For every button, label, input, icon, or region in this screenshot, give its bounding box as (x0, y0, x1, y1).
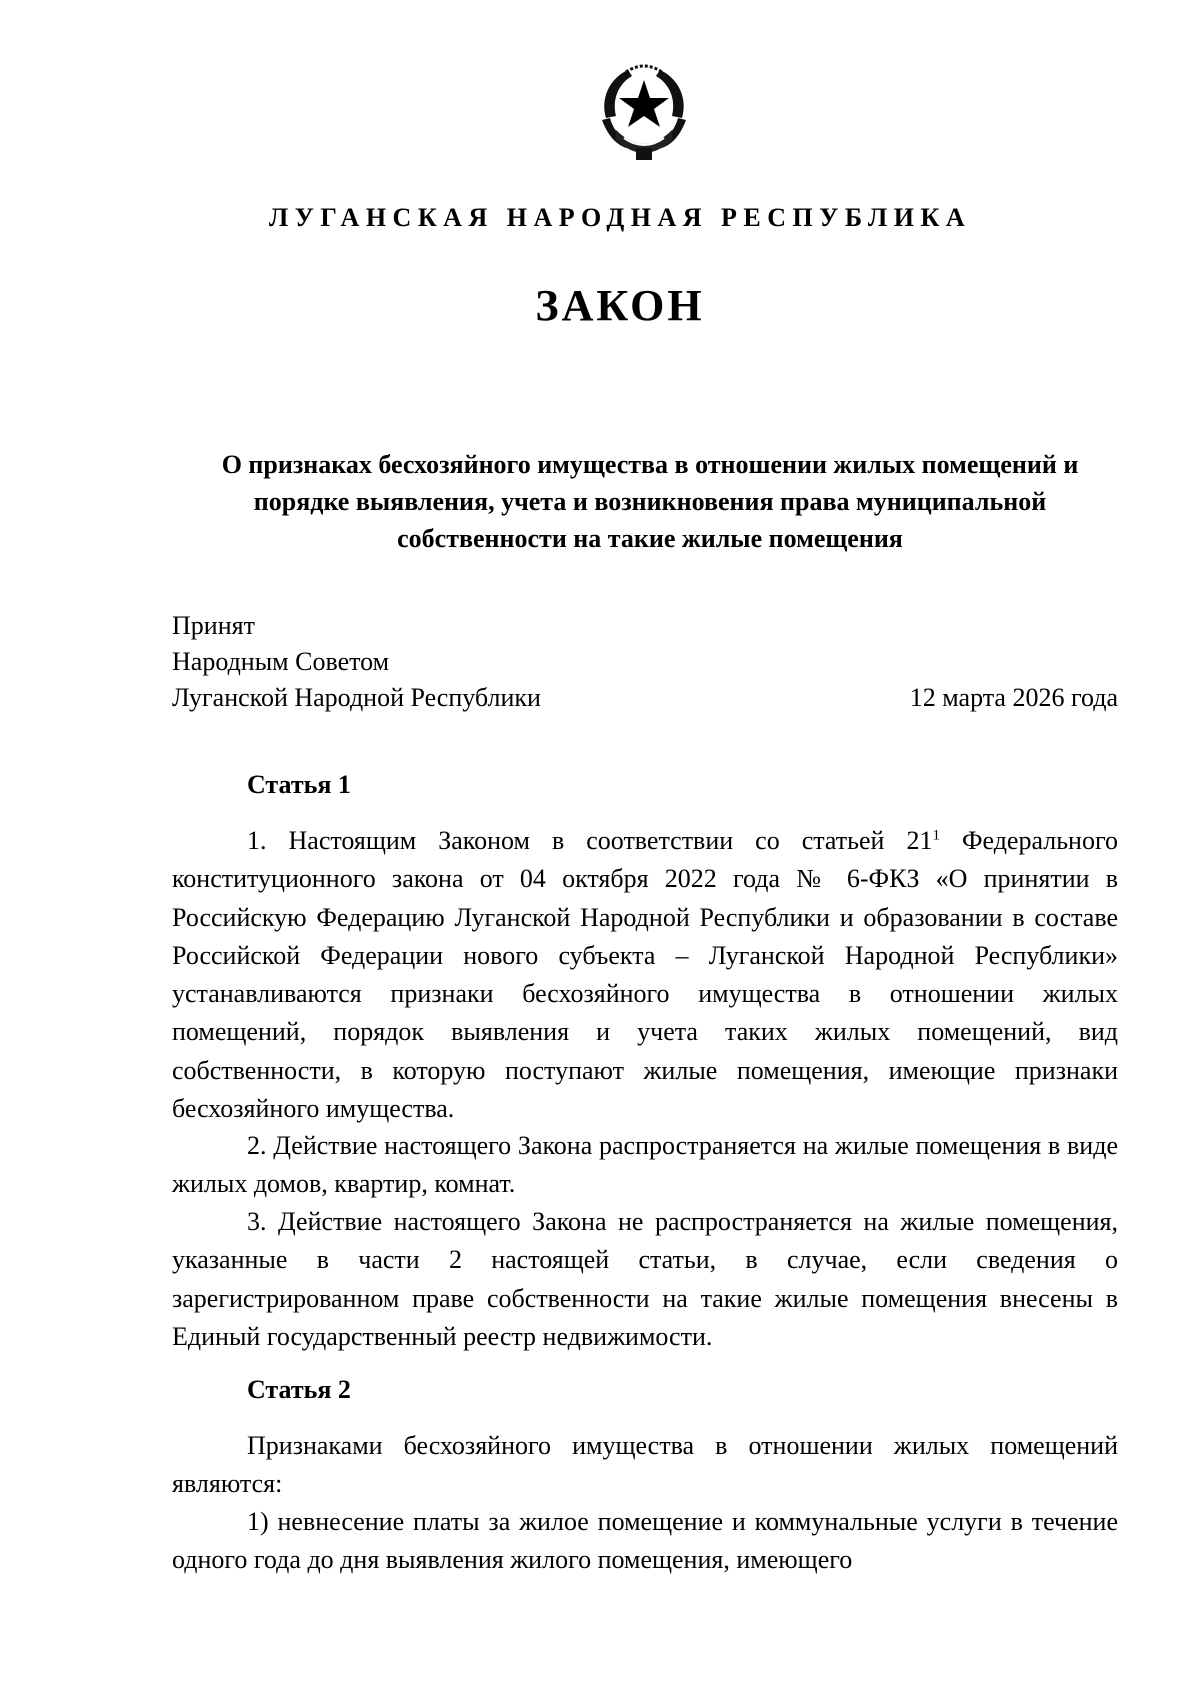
coat-of-arms-icon (588, 58, 700, 166)
adoption-block (172, 608, 541, 716)
law-title: О признаках бесхозяйного имущества в отношении жилых помещений и порядке выявления, учета и возникновения права муниципальной собственности на такие жилые помещения (221, 450, 1079, 553)
article-1-paragraph-1-rest: Федерального конституционного закона от 04 октября 2022 года № 6-ФКЗ «О принятии в Российскую Федерацию Луганской Народной Республики и образовании в составе Российской Федерации нового субъекта – Луганской Народной Республики» устанавливаются признаки бесхозяйного имущества в отношении жилых помещений, порядок выявления и учета таких жилых помещений, вид собственности, в которую поступают жилые помещения, имеющие признаки бесхозяйного имущества. (172, 826, 1118, 1124)
republic-name: ЛУГАНСКАЯ НАРОДНАЯ РЕСПУБЛИКА (268, 203, 972, 232)
adoption-line-3: Луганской Народной Республики (172, 683, 541, 712)
article-1-heading: Статья 1 (247, 770, 351, 799)
article-superscript: 1 (932, 827, 940, 844)
article-2-intro: Признаками бесхозяйного имущества в отношении жилых помещений являются: (172, 1431, 1118, 1499)
adoption-line-2: Народным Советом (172, 647, 390, 676)
article-1-paragraph-1-start: 1. Настоящим Законом в соответствии со статьей 21 (247, 826, 933, 855)
article-1-paragraph-1 (172, 822, 1118, 1128)
adoption-date: 12 марта 2026 года (909, 683, 1118, 712)
article-2-heading: Статья 2 (247, 1375, 351, 1404)
adoption-line-1: Принят (172, 611, 255, 640)
article-2-item-1: 1) невнесение платы за жилое помещение и коммунальные услуги в течение одного года до дня выявления жилого помещения, имеющего (172, 1507, 1118, 1575)
document-type: ЗАКОН (535, 281, 705, 330)
article-1-paragraph-3: 3. Действие настоящего Закона не распространяется на жилые помещения, указанные в части 2 настоящей статьи, в случае, если сведения о зарегистрированном праве собственности на такие жилые помещения внесены в Единый государственный реестр недвижимости. (172, 1207, 1118, 1351)
article-1-paragraph-2: 2. Действие настоящего Закона распространяется на жилые помещения в виде жилых домов, квартир, комнат. (172, 1131, 1118, 1199)
